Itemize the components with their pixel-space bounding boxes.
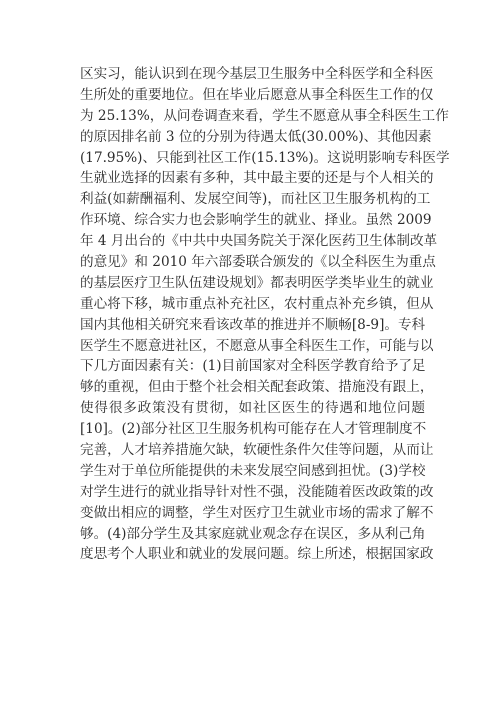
text-line: 度思考个人职业和就业的发展问题。综上所述，根据国家政 — [80, 546, 434, 563]
text-line: 年 4 月出台的《中共中央国务院关于深化医药卫生体制改革 — [80, 233, 438, 250]
text-line: 生就业选择的因素有多种，其中最主要的还是与个人相关的 — [80, 170, 434, 187]
text-line: 完善，人才培养措施欠缺，软硬性条件欠佳等问题，从而让 — [80, 442, 434, 459]
text-line: 国内其他相关研究来看该改革的推进并不顺畅[8-9]。专科 — [80, 316, 426, 333]
text-line: 作环境、综合实力也会影响学生的就业、择业。虽然 2009 — [80, 212, 432, 229]
text-line: 为 25.13%，从问卷调查来看，学生不愿意从事全科医生工作 — [80, 107, 449, 124]
text-line: 够。(4)部分学生及其家庭就业观念存在误区，多从利己角 — [80, 525, 426, 542]
text-line: 重心将下移，城市重点补充社区，农村重点补充乡镇，但从 — [80, 295, 434, 312]
text-line: 的基层医疗卫生队伍建设规划》都表明医学类毕业生的就业 — [80, 274, 434, 291]
text-line: 医学生不愿意进社区，不愿意从事全科医生工作，可能与以 — [80, 337, 434, 354]
text-line: 变做出相应的调整，学生对医疗卫生就业市场的需求了解不 — [80, 504, 434, 521]
text-line: 的原因排名前 3 位的分别为待遇太低(30.00%)、其他因素 — [80, 128, 432, 145]
text-line: 生所处的重要地位。但在毕业后愿意从事全科医生工作的仅 — [80, 86, 434, 103]
text-line: 的意见》和 2010 年六部委联合颁发的《以全科医生为重点 — [80, 254, 436, 271]
body-paragraph — [80, 64, 450, 565]
text-line: 利益(如薪酬福利、发展空间等)，而社区卫生服务机构的工 — [80, 191, 431, 208]
text-line: 使得很多政策没有贯彻，如社区医生的待遇和地位问题 — [80, 400, 425, 417]
text-line: [10]。(2)部分社区卫生服务机构可能存在人才管理制度不 — [80, 421, 427, 438]
text-line: (17.95%)、只能到社区工作(15.13%)。这说明影响专科医学 — [80, 149, 450, 166]
text-line: 学生对于单位所能提供的未来发展空间感到担忧。(3)学校 — [80, 462, 426, 479]
text-line: 对学生进行的就业指导针对性不强，没能随着医改政策的改 — [80, 483, 434, 500]
text-line: 区实习，能认识到在现今基层卫生服务中全科医学和全科医 — [80, 66, 434, 82]
text-line: 够的重视，但由于整个社会相关配套政策、措施没有跟上， — [80, 379, 434, 396]
text-line: 下几方面因素有关：(1)目前国家对全科医学教育给予了足 — [80, 358, 426, 375]
